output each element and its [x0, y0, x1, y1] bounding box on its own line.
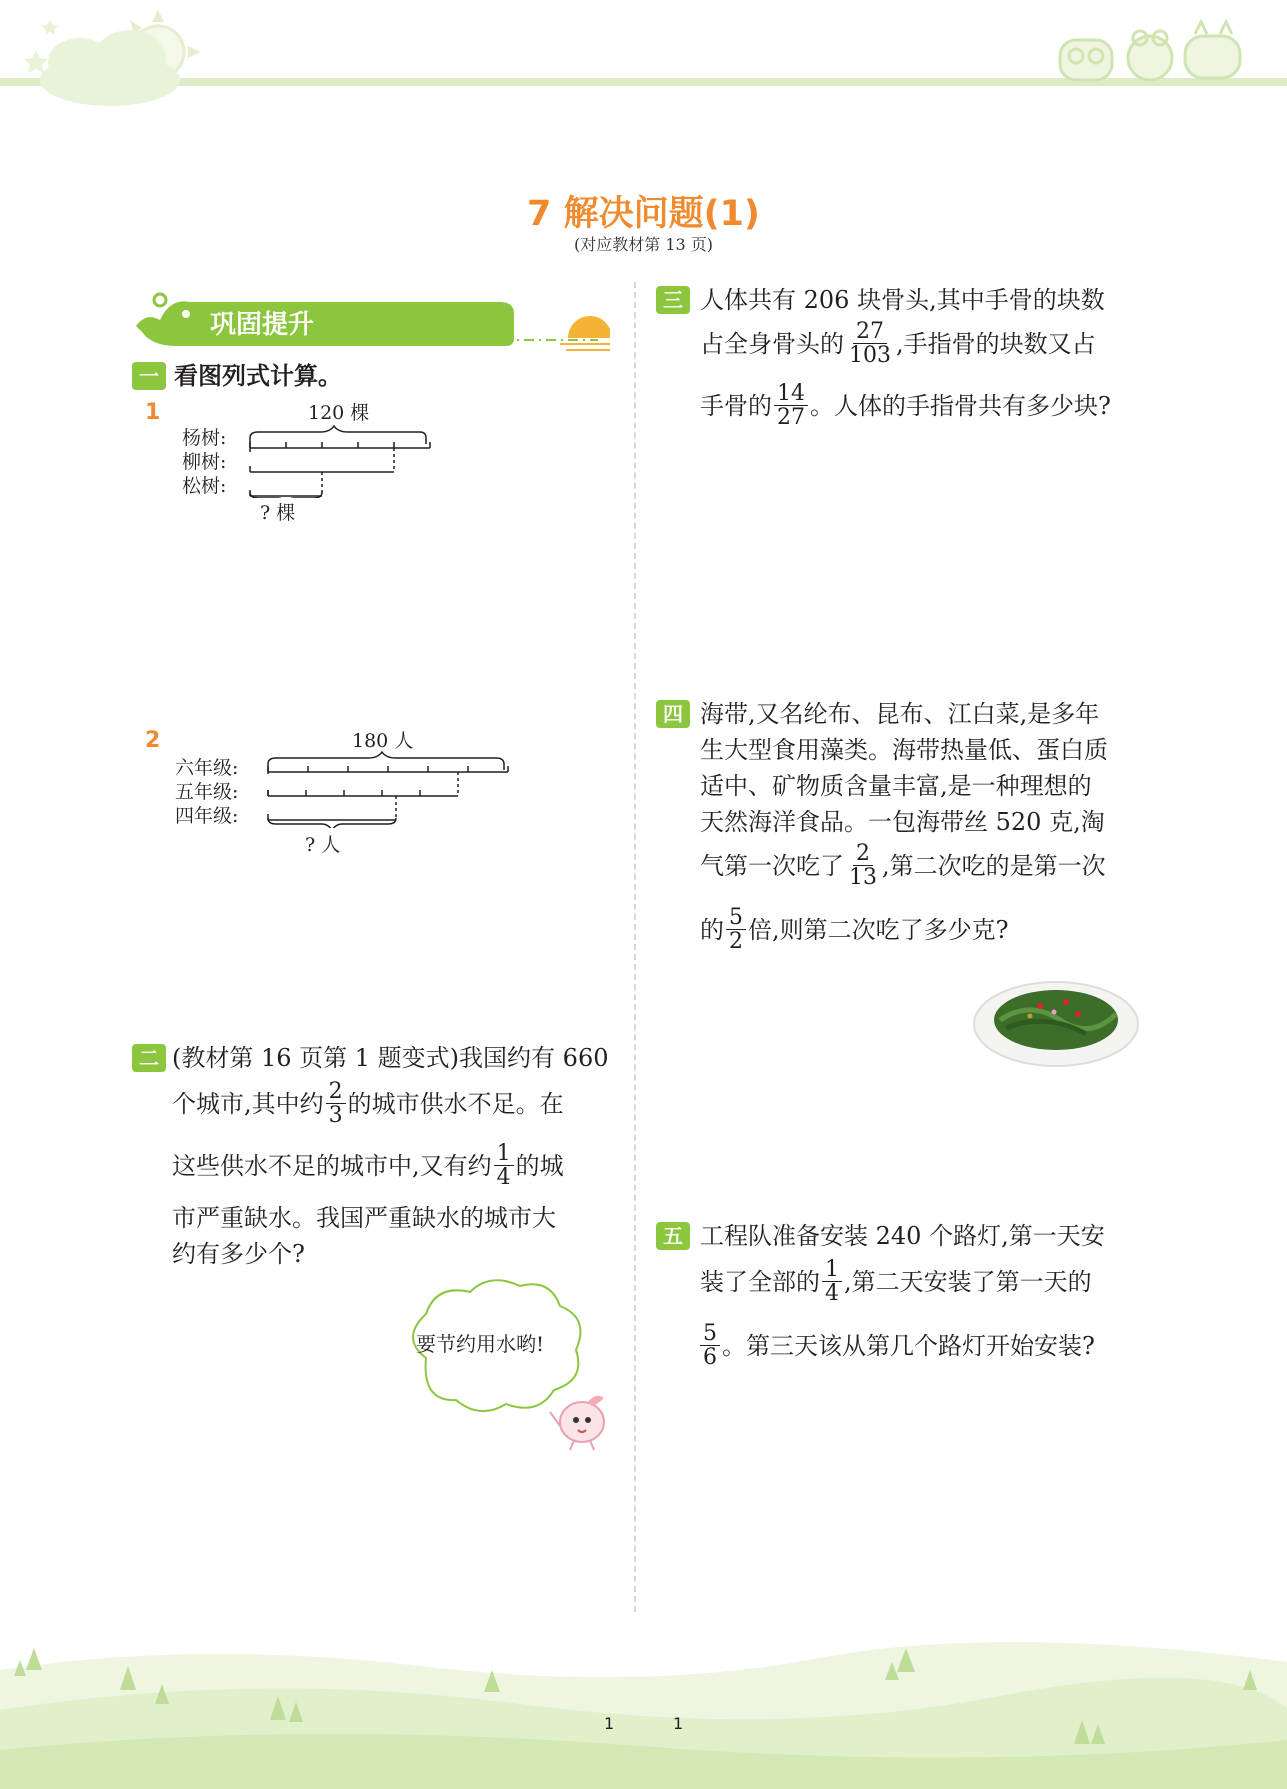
diagram-2-row-label: 五年级:	[175, 781, 239, 803]
diagram-1-question: ? 棵	[260, 502, 296, 524]
question-4-line: 气第一次吃了 $\frac{2}{13}$ ,第二次吃的是第一次	[700, 841, 1106, 891]
page-subtitle: (对应教材第 13 页)	[573, 235, 714, 254]
page-number-left: 1	[604, 1714, 615, 1733]
seaweed-dish-image	[970, 968, 1142, 1072]
question-badge-5: 五	[656, 1222, 690, 1250]
question-badge-2: 二	[132, 1044, 166, 1072]
fraction: $\frac{5}{2}$	[726, 906, 746, 953]
fraction: $\frac{5}{6}$	[700, 1322, 720, 1369]
question-2-line: 这些供水不足的城市中,又有约 $\frac{1}{4}$ 的城	[172, 1141, 564, 1191]
diagram-2-row-label: 四年级:	[175, 805, 239, 827]
diagram-2-index: 2	[145, 728, 161, 753]
diagram-2-question: ? 人	[305, 834, 341, 856]
column-divider	[634, 282, 636, 1612]
fraction: $\frac{1}{4}$	[822, 1258, 842, 1305]
diagram-1-row-label: 柳树:	[182, 451, 227, 473]
diagram-2-bars	[258, 748, 518, 828]
question-2-line: 约有多少个?	[172, 1240, 305, 1268]
question-4-line: 适中、矿物质含量丰富,是一种理想的	[700, 772, 1092, 800]
diagram-1-row-label: 杨树:	[182, 427, 227, 449]
fraction: $\frac{27}{103}$	[849, 319, 891, 369]
section-banner-decoration	[130, 284, 610, 354]
page-title: 7 解决问题(1)	[527, 194, 760, 234]
question-3-line: 手骨的 $\frac{14}{27}$ 。人体的手指骨共有多少块?	[700, 381, 1111, 431]
diagram-2-total: 180 人	[352, 730, 414, 752]
question-2-line: 市严重缺水。我国严重缺水的城市大	[172, 1204, 556, 1232]
question-4-line: 生大型食用藻类。海带热量低、蛋白质	[700, 736, 1108, 764]
page-number-right: 1	[673, 1714, 684, 1733]
question-4-line: 海带,又名纶布、昆布、江白菜,是多年	[700, 700, 1100, 728]
diagram-2-row-label: 六年级:	[175, 757, 239, 779]
fraction: $\frac{14}{27}$	[774, 382, 808, 429]
question-5-line: 装了全部的 $\frac{1}{4}$ ,第二天安装了第一天的	[700, 1257, 1092, 1307]
question-badge-4: 四	[656, 700, 690, 728]
cartoon-character-icon	[548, 1386, 618, 1452]
question-3-line: 人体共有 206 块骨头,其中手骨的块数	[700, 286, 1105, 314]
sunset-icon	[560, 316, 610, 350]
question-5-line: 工程队准备安装 240 个路灯,第一天安	[700, 1222, 1105, 1250]
question-4-line: 的 $\frac{5}{2}$ 倍,则第二次吃了多少克?	[700, 905, 1009, 955]
diagram-1-index: 1	[145, 400, 161, 425]
question-3-line: 占全身骨头的 $\frac{27}{103}$ ,手指骨的块数又占	[700, 319, 1096, 369]
question-1-text: 看图列式计算。	[174, 362, 342, 390]
diagram-1-bars	[240, 418, 440, 498]
section-banner-title: 巩固提升	[210, 310, 315, 340]
footer-landscape	[0, 1600, 1287, 1789]
diagram-1-total: 120 棵	[308, 402, 370, 424]
question-4-line: 天然海洋食品。一包海带丝 520 克,淘	[700, 808, 1105, 836]
question-2-line: (教材第 16 页第 1 题变式)我国约有 660	[172, 1044, 609, 1072]
bubble-text: 要节约用水哟!	[416, 1332, 545, 1356]
question-5-line: $\frac{5}{6}$ 。第三天该从第几个路灯开始安装?	[698, 1322, 1095, 1369]
question-badge-1: 一	[132, 362, 166, 390]
question-2-line: 个城市,其中约 $\frac{2}{3}$ 的城市供水不足。在	[172, 1079, 564, 1129]
fraction: $\frac{1}{4}$	[494, 1142, 514, 1189]
fraction: $\frac{2}{3}$	[326, 1080, 346, 1127]
question-badge-3: 三	[656, 286, 690, 314]
diagram-1-row-label: 松树:	[182, 475, 227, 497]
header-decoration	[0, 0, 1287, 120]
fraction: $\frac{2}{13}$	[849, 841, 877, 891]
cartoon-animals-icon	[1060, 22, 1240, 80]
